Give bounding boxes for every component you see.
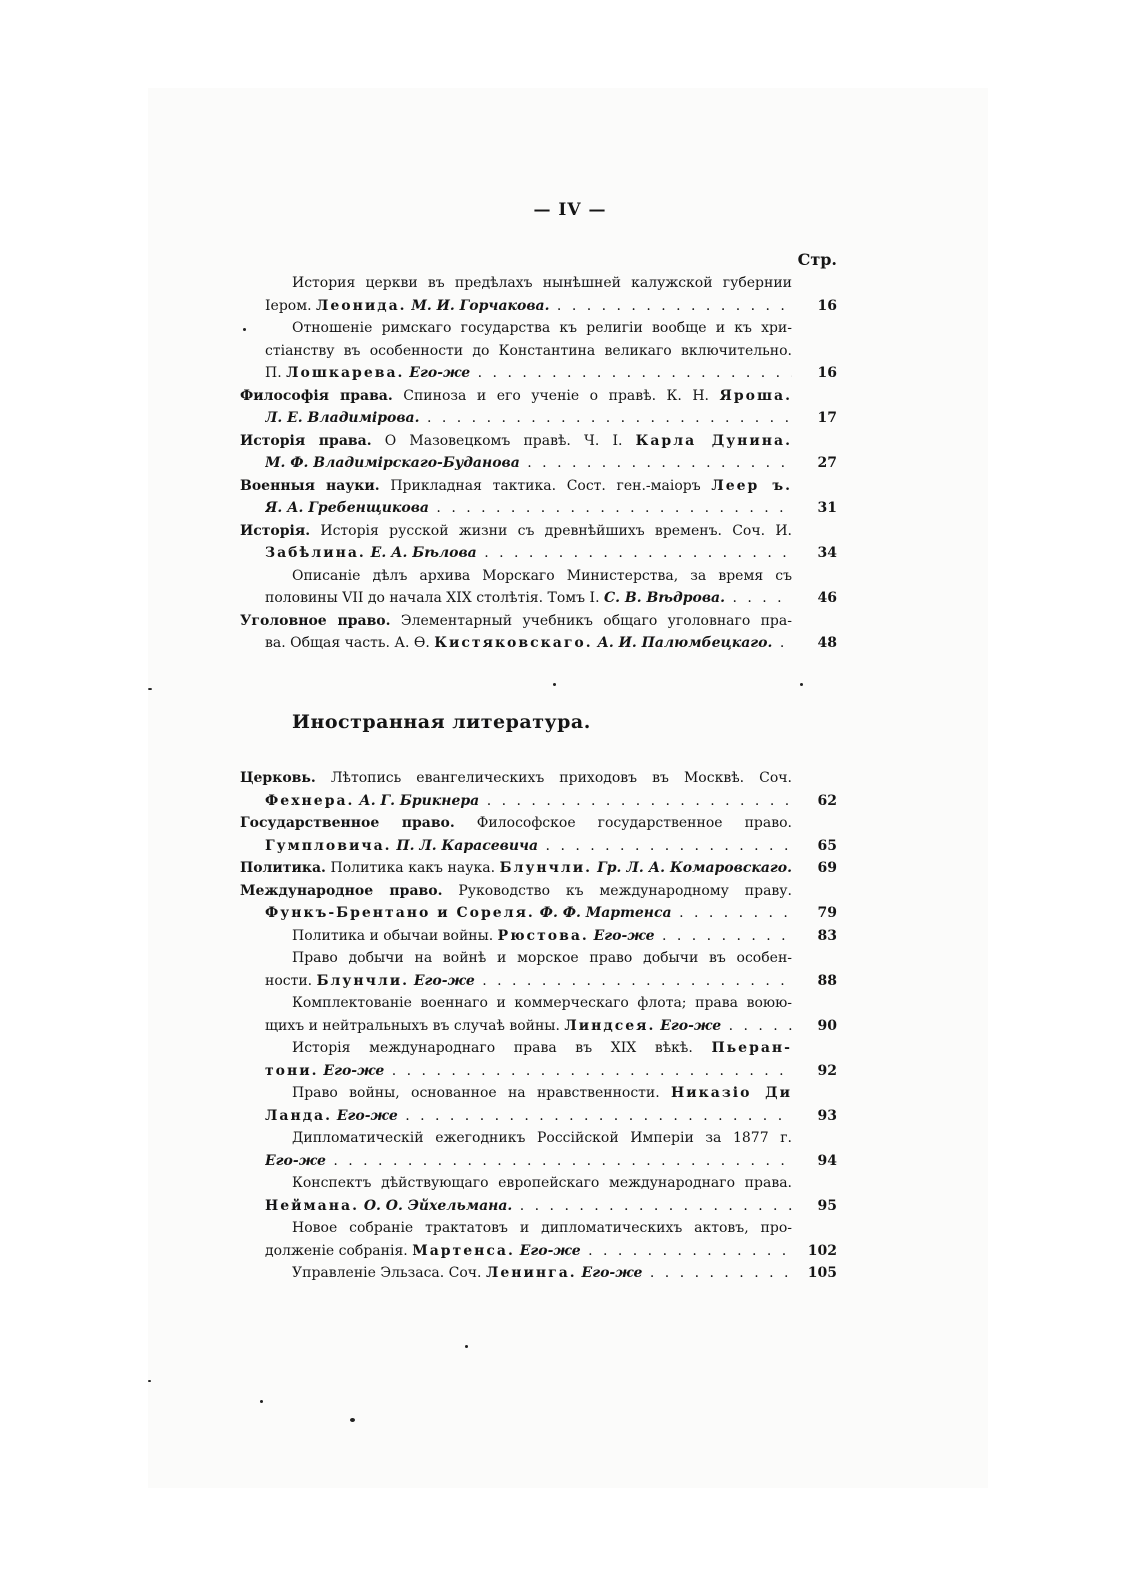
toc-line [0, 947, 1140, 969]
toc-entry-text [240, 610, 792, 632]
toc-entry-text [265, 295, 792, 317]
entry-title: П. [265, 365, 287, 381]
author-name: Фехнера. [265, 792, 355, 809]
scan-speck [260, 1400, 263, 1403]
author-name: Блунчли. [316, 972, 409, 989]
author-name: Кистяковскаго. [434, 635, 593, 651]
toc-entry-text [265, 1150, 792, 1172]
toc-page-number: 31 [817, 500, 837, 516]
entry-title: Исторія русской жизни съ древнѣйшихъ временъ. Соч. И. [310, 522, 792, 539]
entry-title: Философское государственное право. [454, 815, 792, 831]
entry-title: Прикладная тактика. Сост. ген.-маіоръ [379, 477, 712, 494]
toc-entry-text [292, 1127, 792, 1149]
entry-title: Спиноза и его ученіе о правѣ. К. Н. [392, 387, 720, 404]
toc-page-number: 46 [817, 590, 837, 606]
toc-entry-text [265, 970, 792, 992]
toc-page-number: 27 [817, 455, 837, 471]
toc-page-number: 62 [817, 792, 837, 809]
toc-page-number: 69 [817, 860, 837, 876]
toc-line [0, 1240, 1140, 1262]
author-name: Ланда. [265, 1107, 332, 1124]
author-name: Леер ъ. [711, 477, 792, 494]
entry-title: Политика какъ наука. [325, 860, 500, 876]
toc-line [0, 925, 1140, 947]
page-column-label: Стр. [797, 250, 837, 269]
toc-entry-text [265, 542, 792, 564]
entry-title: щихъ и нейтральныхъ въ случаѣ войны. [265, 1017, 565, 1034]
author-name: Рюстова. [497, 927, 589, 944]
entry-title: Описаніе дѣлъ архива Морскаго Министерства, за время съ [292, 567, 792, 584]
toc-line [0, 857, 1140, 879]
entry-title: Право добычи на войнѣ и морское право добычи въ особен- [292, 950, 792, 966]
toc-line [0, 1105, 1140, 1127]
toc-entry-text [265, 632, 792, 654]
toc-entry-text [292, 1037, 792, 1059]
toc-line [0, 1262, 1140, 1284]
toc-entry-text [265, 1105, 792, 1127]
toc-line [0, 970, 1140, 992]
author-name: Лошкарева. [286, 365, 405, 381]
toc-entry-text [292, 925, 792, 947]
reviewer-name: Я. А. Гребенщикова [265, 500, 429, 516]
entry-title: ва. Общая часть. А. Ѳ. [265, 635, 435, 651]
author-name: Леонида. [316, 297, 407, 314]
reviewer-name: А. И. Палюмбецкаго. [592, 635, 773, 651]
subject-heading: Международное право. [240, 882, 443, 899]
toc-line [0, 1037, 1140, 1059]
toc-line [0, 1195, 1140, 1217]
toc-entry-text [240, 767, 792, 789]
scan-speck [553, 683, 556, 686]
toc-line [0, 1172, 1140, 1194]
toc-line [0, 587, 1140, 609]
toc-entry-text [240, 385, 792, 407]
entry-title: Новое собраніе трактатовъ и дипломатическихъ актовъ, про- [292, 1220, 792, 1236]
reviewer-name: Гр. Л. А. Комаровскаго. [592, 860, 792, 876]
author-name: Мартенса. [412, 1242, 515, 1259]
toc-page-number: 83 [817, 927, 837, 944]
toc-page-number: 90 [817, 1017, 837, 1034]
toc-line [0, 385, 1140, 407]
author-name: Яроша. [719, 387, 792, 404]
toc-entry-text [240, 430, 792, 452]
toc-entry-text [292, 992, 792, 1014]
author-name: Ленинга. [485, 1265, 577, 1281]
toc-entry-text [265, 452, 792, 474]
toc-entry-text [240, 857, 792, 879]
reviewer-name: Его-же [655, 1017, 722, 1034]
reviewer-name: Его-же [576, 1265, 643, 1281]
reviewer-name: Его-же [331, 1107, 398, 1124]
toc-line [0, 1150, 1140, 1172]
reviewer-name: А. Г. Брикнера [354, 792, 480, 809]
reviewer-name: Ф. Ф. Мартенса [534, 905, 672, 921]
toc-line [0, 272, 1140, 294]
scan-speck [148, 688, 152, 690]
page-number: — IV — [533, 200, 607, 220]
toc-page-number: 65 [817, 837, 837, 854]
toc-entry-text [265, 362, 792, 384]
entry-title: Исторія международнаго права въ XIX вѣкѣ. [292, 1040, 712, 1056]
toc-line [0, 1217, 1140, 1239]
toc-entry-text [240, 880, 792, 902]
toc-entry-text [265, 587, 792, 609]
author-name: Никазіо Ди [671, 1085, 792, 1101]
toc-entry-text [292, 272, 792, 294]
entry-title: Лѣтопись евангелическихъ приходовъ въ Москвѣ. Соч. [315, 770, 792, 786]
author-name: Функъ-Брентано и Сореля. [265, 905, 535, 921]
reviewer-name: М. Ф. Владимірскаго-Буданова [265, 455, 520, 471]
toc-entry-text [292, 317, 792, 339]
toc-page-number: 48 [817, 635, 837, 651]
scan-speck [800, 683, 803, 686]
toc-page-number: 34 [817, 545, 837, 561]
reviewer-name: Его-же [404, 365, 471, 381]
author-name: Карла Дунина. [635, 432, 792, 449]
reviewer-name: Л. Е. Владимірова. [265, 410, 420, 426]
toc-entry-text [292, 1172, 792, 1194]
subject-heading: Философія права. [240, 387, 393, 404]
toc-entry-text [265, 497, 792, 519]
reviewer-name: Его-же [265, 1152, 326, 1169]
reviewer-name: Его-же [514, 1242, 581, 1259]
entry-title: половины VII до начала XIX столѣтія. Томъ I. [265, 590, 604, 606]
toc-line [0, 407, 1140, 429]
toc-entry-text [240, 812, 792, 834]
toc-entry-text [265, 1195, 792, 1217]
entry-title: О Мазовецкомъ правѣ. Ч. I. [371, 432, 636, 449]
toc-entry-text [265, 1015, 792, 1037]
toc-page-number: 95 [817, 1197, 837, 1214]
toc-page-number: 17 [817, 410, 837, 426]
author-name: Пьеран- [711, 1040, 792, 1056]
reviewer-name: П. Л. Карасевича [391, 837, 539, 854]
toc-line [0, 1015, 1140, 1037]
scan-speck [465, 1345, 468, 1348]
reviewer-name: Е. А. Бѣлова [365, 545, 477, 561]
toc-page-number: 102 [807, 1242, 837, 1259]
author-name: Забѣлина. [265, 545, 366, 561]
author-name: Неймана. [265, 1197, 359, 1214]
toc-page-number: 92 [817, 1062, 837, 1079]
toc-page-number: 79 [817, 905, 837, 921]
toc-entry-text [292, 565, 792, 587]
toc-line [0, 632, 1140, 654]
subject-heading: Военныя науки. [240, 477, 380, 494]
author-name: тони. [265, 1062, 319, 1079]
toc-entry-text [240, 520, 792, 542]
toc-line [0, 812, 1140, 834]
entry-title: долженіе собранія. [265, 1242, 413, 1259]
scan-speck [243, 328, 246, 331]
subject-heading: Политика. [240, 860, 326, 876]
author-name: Гумпловича. [265, 837, 392, 854]
toc-line [0, 497, 1140, 519]
subject-heading: Государственное право. [240, 815, 455, 831]
toc-line [0, 610, 1140, 632]
toc-line [0, 475, 1140, 497]
toc-entry-text [292, 1217, 792, 1239]
toc-entry-text [292, 1262, 792, 1284]
entry-title: Отношеніе римскаго государства къ религіи вообще и къ хри- [292, 320, 792, 336]
toc-line [0, 992, 1140, 1014]
toc-entry-text [265, 407, 792, 429]
reviewer-name: С. В. Вѣдрова. [603, 590, 725, 606]
entry-title: Элементарный учебникъ общаго уголовнаго пра- [390, 612, 792, 629]
reviewer-name: М. И. Горчакова. [406, 297, 550, 314]
toc-entry-text [292, 947, 792, 969]
toc-line [0, 1082, 1140, 1104]
toc-entry-text [265, 835, 792, 857]
toc-line [0, 790, 1140, 812]
author-name: Линдсея. [564, 1017, 656, 1034]
toc-line [0, 295, 1140, 317]
toc-entry-text [265, 790, 792, 812]
reviewer-name: О. О. Эйхельмана. [358, 1197, 513, 1214]
toc-line [0, 835, 1140, 857]
scan-speck [148, 1380, 151, 1382]
toc-line [0, 340, 1140, 362]
toc-page-number: 93 [817, 1107, 837, 1124]
reviewer-name: Его-же [588, 927, 655, 944]
reviewer-name: Его-же [318, 1062, 385, 1079]
toc-entry-text [265, 1060, 792, 1082]
toc-entry-text [240, 475, 792, 497]
entry-title: Ιером. [265, 297, 316, 314]
toc-page-number: 105 [807, 1265, 837, 1281]
entry-title: Политика и обычаи войны. [292, 927, 498, 944]
toc-page-number: 16 [817, 297, 837, 314]
toc-line [0, 452, 1140, 474]
subject-heading: Уголовное право. [240, 612, 391, 629]
entry-title: Право войны, основанное на нравственности. [292, 1085, 672, 1101]
toc-line [0, 767, 1140, 789]
toc-line [0, 902, 1140, 924]
toc-line [0, 520, 1140, 542]
entry-title: Дипломатическій ежегодникъ Россійской Имперіи за 1877 г. [292, 1130, 792, 1146]
scan-speck [350, 1418, 355, 1422]
toc-entry-text [265, 1240, 792, 1262]
entry-title: Конспектъ дѣйствующаго европейскаго международнаго права. [292, 1175, 792, 1191]
section-title-foreign-literature: Иностранная литература. [292, 711, 591, 733]
entry-title: ности. [265, 972, 317, 989]
subject-heading: Исторія права. [240, 432, 372, 449]
toc-line [0, 317, 1140, 339]
toc-line [0, 1127, 1140, 1149]
toc-line [0, 542, 1140, 564]
toc-entry-text [265, 340, 792, 362]
toc-page-number: 94 [817, 1152, 837, 1169]
toc-entry-text [292, 1082, 792, 1104]
toc-line [0, 1060, 1140, 1082]
entry-title: Управленіе Эльзаса. Соч. [292, 1265, 486, 1281]
toc-line [0, 362, 1140, 384]
toc-page-number: 88 [817, 972, 837, 989]
entry-title: стіанству въ особенности до Константина великаго включительно. [265, 342, 792, 359]
entry-title: Руководство къ международному праву. [442, 882, 792, 899]
toc-line [0, 430, 1140, 452]
author-name: Блунчли. [499, 860, 593, 876]
toc-line [0, 880, 1140, 902]
reviewer-name: Его-же [409, 972, 475, 989]
toc-entry-text [265, 902, 792, 924]
toc-line [0, 565, 1140, 587]
entry-title: Комплектованіе военнаго и коммерческаго флота; права воюю- [292, 995, 792, 1011]
entry-title: История церкви въ предѣлахъ нынѣшней калужской губернии [292, 275, 792, 291]
subject-heading: Церковь. [240, 770, 316, 786]
toc-page-number: 16 [817, 365, 837, 381]
subject-heading: Исторія. [240, 522, 311, 539]
